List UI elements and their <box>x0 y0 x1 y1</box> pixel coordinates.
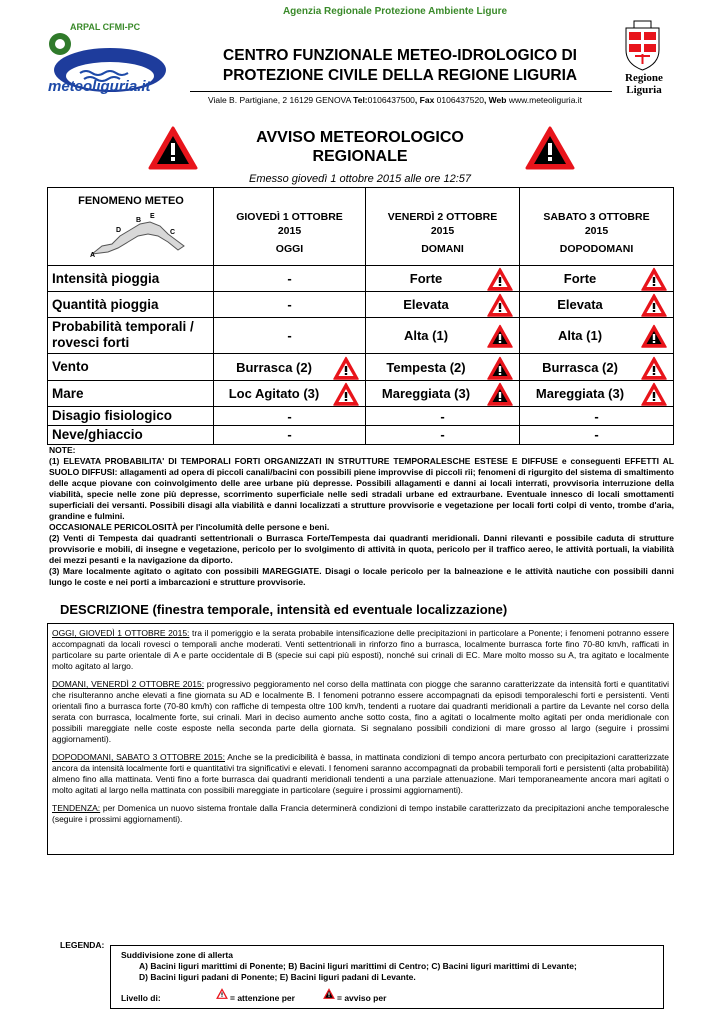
map-zone-b: B <box>136 217 142 224</box>
fax-label: , Fax <box>414 95 437 105</box>
warning-level-icon <box>487 355 513 381</box>
forecast-value: - <box>287 328 292 343</box>
bulletin-title <box>230 128 490 166</box>
attention-legend-icon <box>215 987 229 1000</box>
region-name <box>614 72 674 96</box>
table-row <box>48 407 673 426</box>
map-zone-c: C <box>170 229 176 236</box>
forecast-cell <box>520 354 673 380</box>
web-link[interactable]: www.meteoliguria.it <box>508 95 583 105</box>
phenomenon-header: FENOMENO METEO <box>78 195 184 207</box>
forecast-value: Alta (1) <box>403 328 449 343</box>
forecast-value: - <box>440 408 445 424</box>
forecast-value: Loc Agitato (3) <box>228 386 320 401</box>
description-title: DESCRIZIONE (finestra temporale, intensità ed eventuale localizzazione) <box>60 602 508 617</box>
day-header-today <box>214 188 366 265</box>
contact-address <box>175 95 615 105</box>
issue-timestamp: Emesso giovedì 1 ottobre 2015 alle ore 12:57 <box>249 173 471 185</box>
attention-level-icon <box>487 292 513 318</box>
day-year-line: 2015 <box>430 225 455 237</box>
legend-attention-text: = attenzione per <box>230 993 295 1003</box>
forecast-cell <box>214 318 366 353</box>
forecast-value: Alta (1) <box>557 328 603 343</box>
notes-heading: NOTE: <box>49 445 76 455</box>
bulletin-title-line-2: REGIONALE <box>312 148 408 165</box>
forecast-cell <box>214 426 366 444</box>
forecast-cell <box>366 407 520 425</box>
map-zone-a: A <box>90 252 96 258</box>
attention-level-icon <box>641 266 667 292</box>
phenomenon-cell <box>48 354 214 380</box>
centre-title <box>190 46 610 86</box>
forecast-value: Elevata <box>403 297 449 312</box>
arpal-logo <box>40 18 170 102</box>
forecast-cell <box>366 266 520 291</box>
phenomenon-name: Intensità pioggia <box>52 270 160 286</box>
legend-zones-title: Suddivisione zone di allerta <box>121 950 233 960</box>
bulletin-title-line-1: AVVISO METEOROLOGICO <box>256 129 464 146</box>
table-header-row <box>48 188 673 266</box>
forecast-value: Mareggiata (3) <box>535 386 625 401</box>
forecast-value: Mareggiata (3) <box>381 386 471 401</box>
description-trend-label: TENDENZA: <box>52 803 101 813</box>
phenomenon-cell <box>48 266 214 291</box>
forecast-value: Forte <box>563 271 597 286</box>
centre-title-line-1: CENTRO FUNZIONALE METEO-IDROLOGICO DI <box>223 47 577 64</box>
note-1: (1) ELEVATA PROBABILITA' DI TEMPORALI FORTI ORGANIZZATI IN STRUTTURE TEMPORALESCHE ESTESE E DIFFUSE e conseguenti EFFETTI AL SUOLO DIFFUSI: allagamenti ad opera di piccoli canali/bacini con possibili piene improvvise di piccoli rii; fenomeni di rigurgito del sistema di smaltimento delle acque piovane con coinvolgimento delle aree urbane più depresse. Possibili allagamenti e danni ai locali interrati, provvisoria interruzione della viabilità, specie nelle zone più depresse, scorrimento superficiale nelle sedi stradali urbane ed extraurbane. Eventuale innesco di locali smottamenti superficiali dei versanti. Possibili disagi alla viabilità e danni localizzati a strutture provvisorie e vegetazione per locali forti colpi di vento, trombe d'aria, grandine e fulmini. <box>49 456 674 521</box>
warning-level-icon <box>641 323 667 349</box>
notes-section <box>49 445 674 588</box>
forecast-cell <box>214 292 366 317</box>
table-row <box>48 318 673 354</box>
legend-label: LEGENDA: <box>60 940 105 950</box>
region-line-1: Regione <box>625 72 663 84</box>
warning-triangle-left-icon <box>148 126 198 170</box>
day-date-line: SABATO 3 OTTOBRE <box>543 211 650 223</box>
forecast-value: Elevata <box>557 297 603 312</box>
description-today-text: tra il pomeriggio e la serata probabile intensificazione delle precipitazioni in particolare a Ponente; i fenomeni potranno essere accompagnati da locali rovesci o temporali anche moderati. Venti settentrionali in rinforzo fino a burrasca, localmente burrasca forte fino 70-80 km/h, rafficati in particolare su parte orientale di A e parte occidentale di B (specie sui capi più esposti), nonché sui crinali di EC. Mare molto mosso su A, tra agitato e localmente molto agitato al largo. <box>52 628 669 671</box>
description-tomorrow-text: progressivo peggioramento nel corso della mattinata con piogge che saranno caratterizzate da intensità forti e quantitativi che risulteranno anche elevati a fine giornata su AD e localmente B. I fenomeni potranno essere accompagnati da episodi temporaleschi forti e persistenti. Venti orientali fino a burrasca forte (70-80 km/h) con raffiche di tempesta oltre 100 km/h, tendenti a ruotare dai quadranti meridionali a partire da Levante nel corso della serata con burrasca, localmente forte, sui crinali. Mari in deciso aumento anche sotto costa, fino a agitati o localmente molto agitati per onda meridionale con possibili mareggiate nelle coste esposte nella seconda parte della giornata. Si segnalano possibili condizioni di mare grosso al largo (seguire i prossimi aggiornamenti). <box>52 679 669 744</box>
forecast-value: - <box>440 427 445 442</box>
warning-triangle-right-icon <box>525 126 575 170</box>
forecast-value: - <box>287 271 292 286</box>
attention-level-icon <box>641 381 667 407</box>
phenomenon-name: Vento <box>52 359 89 374</box>
table-row <box>48 381 673 407</box>
attention-level-icon <box>641 292 667 318</box>
attention-level-icon <box>641 355 667 381</box>
note-1-risk: OCCASIONALE PERICOLOSITÀ per l'incolumità delle persone e beni. <box>49 522 330 532</box>
liguria-zone-map-icon <box>88 210 188 258</box>
legend-zones-line-2: D) Bacini liguri padani di Ponente; E) Bacini liguri padani di Levante. <box>139 972 416 982</box>
map-zone-d: D <box>116 227 122 234</box>
forecast-cell <box>214 266 366 291</box>
forecast-cell <box>520 381 673 406</box>
warning-level-icon <box>487 381 513 407</box>
day-year-line: 2015 <box>277 225 302 237</box>
description-trend <box>52 803 669 825</box>
logo-wordmark: meteoliguria.it <box>48 78 151 95</box>
title-divider <box>190 91 612 92</box>
forecast-cell <box>520 266 673 291</box>
forecast-cell <box>520 407 673 425</box>
table-row <box>48 266 673 292</box>
forecast-cell <box>366 381 520 406</box>
description-tomorrow-label: DOMANI, VENERDÌ 2 OTTOBRE 2015: <box>52 679 205 689</box>
phenomenon-name: Neve/ghiaccio <box>52 426 143 442</box>
description-day-after <box>52 752 669 796</box>
logo-caption: ARPAL CFMI-PC <box>70 22 141 32</box>
fax-number: 0106437520 <box>436 95 484 105</box>
centre-title-line-2: PROTEZIONE CIVILE DELLA REGIONE LIGURIA <box>222 67 578 84</box>
web-label: , Web <box>483 95 509 105</box>
agency-name: Agenzia Regionale Protezione Ambiente Ligure <box>282 6 508 17</box>
forecast-cell <box>366 292 520 317</box>
attention-level-icon <box>333 381 359 407</box>
note-2: (2) Venti di Tempesta dai quadranti settentrionali o Burrasca Forte/Tempesta dai quadranti meridionali. Danni rilevanti e possibile caduta di strutture provvisorie e mobili, di insegne e vegetazione, pericolo per lo svolgimento di attività in quota, pericolo per il traffico aereo, le attività portuali, la viabilità dei mezzi pesanti e la navigazione da diporto. <box>49 533 674 565</box>
phenomenon-name-line: rovesci forti <box>52 335 130 350</box>
warning-legend-icon <box>322 987 336 1000</box>
day-label: DOMANI <box>421 243 464 255</box>
legend-warning-text: = avviso per <box>337 993 387 1003</box>
forecast-cell <box>214 381 366 406</box>
warning-level-icon <box>487 323 513 349</box>
forecast-cell <box>366 318 520 353</box>
phenomenon-cell <box>48 407 214 425</box>
description-today <box>52 628 669 672</box>
forecast-value: Burrasca (2) <box>542 359 618 375</box>
phenomenon-cell <box>48 381 214 406</box>
table-row <box>48 426 673 444</box>
day-header-tomorrow <box>366 188 520 265</box>
forecast-value: Burrasca (2) <box>236 359 312 375</box>
forecast-cell <box>214 354 366 380</box>
description-box <box>47 623 674 855</box>
tel-number: 0106437500 <box>367 95 415 105</box>
description-tomorrow <box>52 679 669 745</box>
phenomenon-cell <box>48 318 214 353</box>
phenomenon-cell <box>48 426 214 444</box>
phenomenon-name: Disagio fisiologico <box>52 408 173 423</box>
attention-level-icon <box>487 266 513 292</box>
day-header-day-after <box>520 188 673 265</box>
phenomenon-name-line: Probabilità temporali / <box>52 319 194 334</box>
forecast-cell <box>366 426 520 444</box>
forecast-cell <box>520 292 673 317</box>
attention-level-icon <box>333 355 359 381</box>
description-trend-text: per Domenica un nuovo sistema frontale dalla Francia determinerà condizioni di tempo instabile caratterizzato da precipitazioni anche temporalesche (seguire i prossimi aggiornamenti). <box>52 803 669 824</box>
day-date-line: VENERDÌ 2 OTTOBRE <box>387 211 498 223</box>
forecast-value: - <box>594 427 599 442</box>
forecast-value: - <box>287 297 292 312</box>
description-today-label: OGGI, GIOVEDÌ 1 OTTOBRE 2015: <box>52 628 190 638</box>
map-zone-e: E <box>150 213 155 220</box>
day-label: DOPODOMANI <box>559 243 634 255</box>
phenomenon-name <box>52 319 194 351</box>
day-date-line: GIOVEDÌ 1 OTTOBRE <box>236 211 343 223</box>
phenomenon-cell <box>48 292 214 317</box>
regione-liguria-crest-icon <box>620 20 665 72</box>
note-3: (3) Mare localmente agitato o agitato con possibili MAREGGIATE. Disagi o locale pericolo per la balneazione e le attività nautiche con possibili danni lungo le coste e nei porti a imbarcazioni e strutture provvisorie. <box>49 566 674 587</box>
phenomenon-header-cell <box>48 188 214 265</box>
table-row <box>48 292 673 318</box>
description-day-after-label: DOPODOMANI, SABATO 3 OTTOBRE 2015: <box>52 752 225 762</box>
legend-zones-line-1: A) Bacini liguri marittimi di Ponente; B) Bacini liguri marittimi di Centro; C) Bacini liguri marittimi di Levante; <box>139 961 577 971</box>
phenomenon-name: Quantità pioggia <box>52 296 159 312</box>
day-label: OGGI <box>275 243 304 255</box>
forecast-value: - <box>287 427 292 442</box>
legend-level-label: Livello di: <box>121 993 161 1003</box>
forecast-value: - <box>594 408 599 424</box>
forecast-cell <box>214 407 366 425</box>
region-line-2: Liguria <box>626 84 662 96</box>
forecast-cell <box>366 354 520 380</box>
phenomenon-name: Mare <box>52 385 84 401</box>
forecast-table <box>47 187 674 445</box>
table-row <box>48 354 673 381</box>
address-text: Viale B. Partigiane, 2 16129 GENOVA <box>207 95 354 105</box>
legend-box <box>110 945 664 1009</box>
forecast-value: Tempesta (2) <box>386 359 466 375</box>
forecast-cell <box>520 426 673 444</box>
forecast-value: - <box>287 408 292 424</box>
forecast-value: Forte <box>409 271 443 286</box>
description-day-after-text: Anche se la predicibilità è bassa, in mattinata condizioni di tempo ancora perturbato con precipitazioni caratterizzate ancora da intensità localmente forti e quantitativi tra significativi e elevati. I fenomeni saranno accompagnati da probabili temporali forti e persistenti (alta probabilità) almeno fino alla mattinata. Venti fino a forte burrasca dai quadranti meridionali tendenti a una parziale attenuazione. Mari temporaneamente ancora mari agitati o molto agitati al largo nella mattinata con possibili mareggiate in particolare (seguire i prossimi aggiornamenti). <box>52 752 670 795</box>
day-year-line: 2015 <box>584 225 609 237</box>
forecast-cell <box>520 318 673 353</box>
tel-label: Tel: <box>353 95 368 105</box>
